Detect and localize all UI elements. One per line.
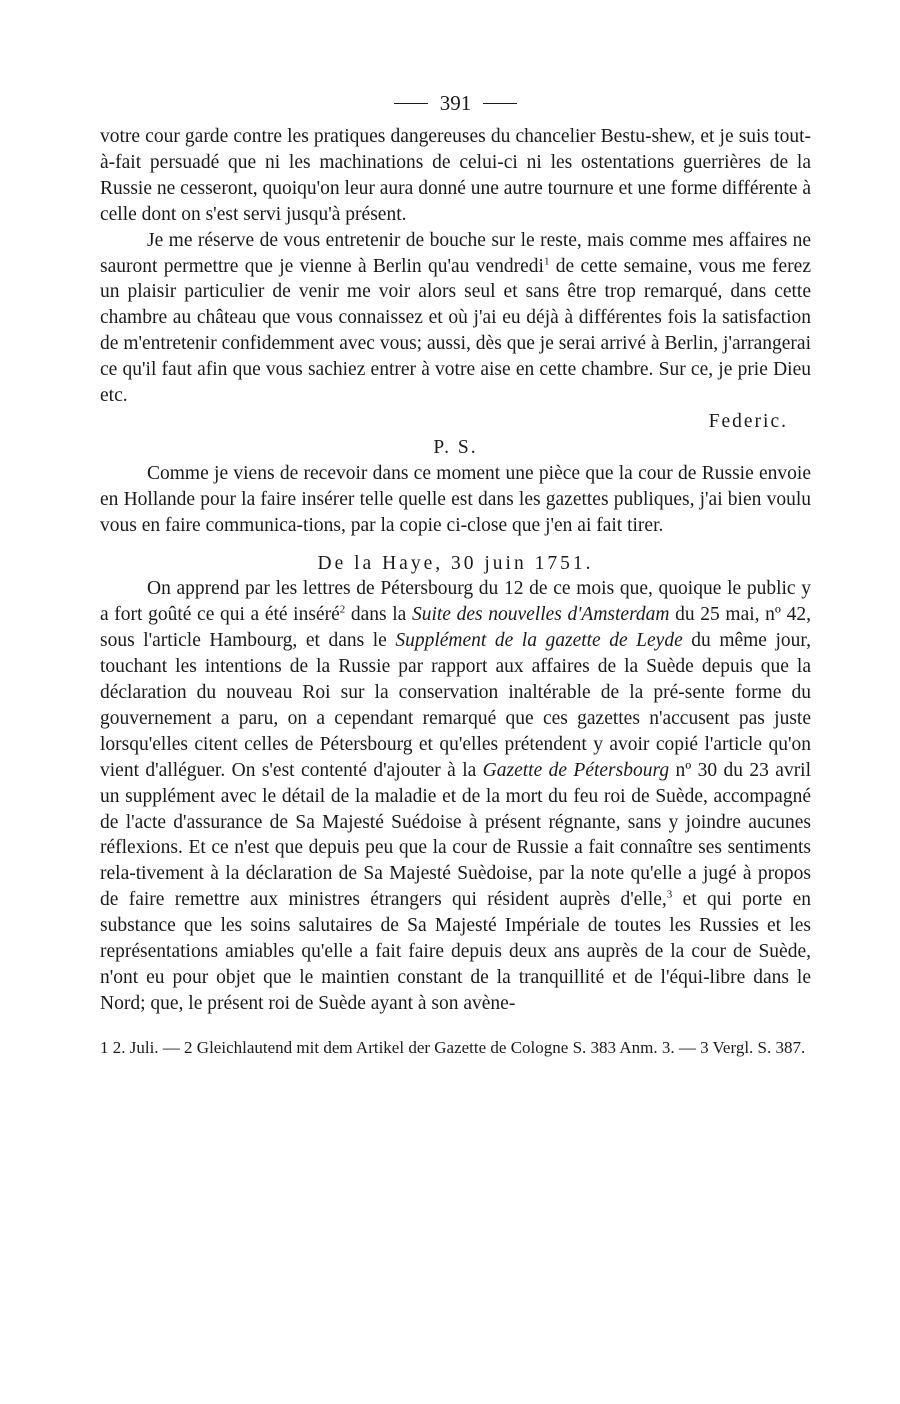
- header-dash-left: [394, 103, 428, 104]
- paragraph-4-text-f: et qui porte en substance que les soins salutaires de Sa Majesté Impériale de toutes les Russies et les représentations amiables qu'elle a fait faire depuis deux ans auprès de la cour de Suède, n'ont eu pour objet que le maintien constant de la tranquillité et de l'équi-libre dans le Nord; que, le présent roi de Suède ayant à son avène-: [100, 889, 811, 1014]
- footnotes: 1 2. Juli. — 2 Gleichlautend mit dem Artikel der Gazette de Cologne S. 383 Anm. 3. — 3 Vergl. S. 387.: [100, 1037, 806, 1057]
- italic-title-petersbourg: Gazette de Pétersbourg: [482, 759, 670, 781]
- paragraph-4-text-e: nº 30 du 23 avril un supplément avec le détail de la maladie et de la mort du feu roi de Suède, accompagné de l'acte d'assurance de Sa Majesté Suédoise à présent régnante, sans y joindre aucunes réflexions. Et ce n'est que depuis peu que la cour de Russie a fait connaître ses sentiments rela-tivement à la déclaration de Sa Majesté Suèdoise, par la note qu'elle a jugé à propos de faire remettre aux ministres étrangers qui résident auprès d'elle,: [100, 759, 812, 911]
- ps-heading: P. S.: [433, 436, 478, 458]
- paragraph-4-text-d: du même jour, touchant les intentions de la Russie par rapport aux affaires de la Suède depuis que la déclaration du nouveau Roi sur la conservation inaltérable de la pré-sente forme du gouvernement a paru, on a cependant remarqué que ces gazettes n'accusent pas juste lorsqu'elles citent celles de Pétersbourg et qu'elles prétendent y avoir copié l'article qu'on vient d'alléguer. On s'est contenté d'ajouter à la: [100, 630, 811, 781]
- footnote-ref-3: 3: [666, 888, 673, 901]
- paragraph-4-text-b: dans la: [345, 604, 412, 626]
- page-body: [100, 88, 811, 1076]
- italic-title-amsterdam: Suite des nouvelles d'Amsterdam: [411, 604, 670, 626]
- paragraph-2-text-b: de cette semaine, vous me ferez un plaisir particulier de venir me voir alors seul et sans être trop remarqué, dans cette chambre au château que vous connaissez et où j'ai eu déjà à différentes fois la satisfaction de m'entretenir confidemment avec vous; aussi, dès que je serai arrivé à Berlin, j'arrangerai ce qu'il faut afin que vous sachiez entrer à votre aise en cette chambre. Sur ce, je prie Dieu etc.: [100, 255, 811, 407]
- paragraph-4-text-c: du 25 mai, nº 42, sous l'article Hambourg, et dans le: [100, 604, 811, 652]
- paragraph-4: [100, 576, 811, 1016]
- page-number: 391: [439, 90, 472, 115]
- paragraph-4-text-a: On apprend par les lettres de Pétersbourg du 12 de ce mois que, quoique le public y a fort goûté ce qui a été inséré: [100, 578, 811, 626]
- paragraph-2: [100, 228, 811, 409]
- footnote-ref-1: 1: [543, 255, 550, 268]
- paragraph-2-text-a: Je me réserve de vous entretenir de bouche sur le reste, mais comme mes affaires ne sauront permettre que je vienne à Berlin qu'au vendredi: [100, 229, 811, 277]
- paragraph-1: votre cour garde contre les pratiques dangereuses du chancelier Bestu-shew, et je suis tout-à-fait persuadé que ni les machinations de celui-ci ni les ostentations guerrières de la Russie ne cesseront, quoiqu'on leur aura donné une autre tournure et une forme différente à celle dont on s'est servi jusqu'à présent.: [100, 126, 811, 225]
- dateline: De la Haye, 30 juin 1751.: [317, 552, 594, 574]
- footnote-spacer: [100, 1017, 811, 1027]
- italic-title-leyde: Supplément de la gazette de Leyde: [395, 630, 683, 652]
- header-dash-right: [483, 103, 517, 104]
- footnote-ref-2: 2: [339, 603, 346, 616]
- paragraph-3: Comme je viens de recevoir dans ce moment une pièce que la cour de Russie envoie en Hollande pour la faire insérer telle quelle est dans les gazettes publiques, j'ai bien voulu vous en faire communica-tions, par la copie ci-close que j'en ai fait tirer.: [100, 462, 811, 536]
- page-header: [100, 88, 811, 118]
- signature: Federic.: [708, 410, 788, 432]
